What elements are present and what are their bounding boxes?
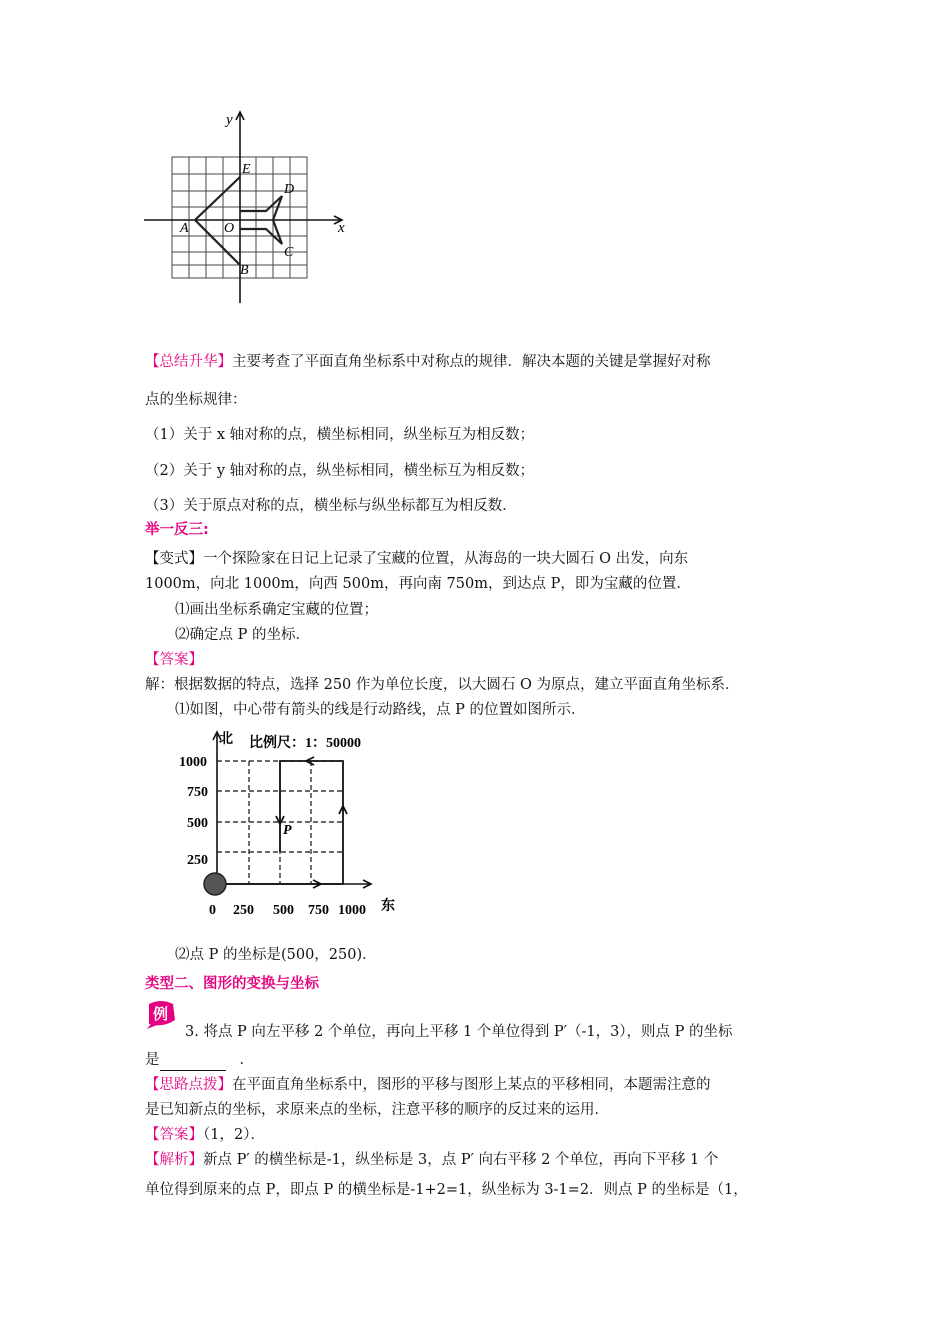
answer-line-3	[145, 1125, 265, 1145]
y-tick-750: 750	[187, 785, 208, 800]
example-badge-text: 例	[153, 1007, 169, 1023]
solution-text: 解：根据数据的特点，选择 250 作为单位长度，以大圆石 O 为原点，建立平面直角坐标系．	[145, 677, 740, 693]
variant-line-1	[145, 549, 688, 569]
summary-rule-2: （2）关于 y 轴对称的点，纵坐标相同，横坐标互为相反数；	[145, 463, 535, 479]
coordinate-figure	[140, 108, 360, 306]
answer-text-3: （1，2）．	[203, 1127, 265, 1143]
y-tick-1000: 1000	[179, 755, 207, 770]
point-p-label: P	[283, 823, 292, 838]
summary-text-2: 点的坐标规律：	[145, 392, 247, 408]
variant-text-1: 一个探险家在日记上记录了宝藏的位置，从海岛的一块大圆石 O 出发，向东	[203, 551, 689, 567]
y-axis-label: y	[226, 112, 233, 128]
summary-tag: 【总结升华】	[145, 354, 232, 370]
north-label: 北	[219, 732, 233, 747]
point-label-a: A	[180, 221, 189, 236]
variant-tag: 【变式】	[145, 551, 203, 567]
hint-line-1	[145, 1075, 711, 1095]
summary-rule-3: （3）关于原点对称的点，横坐标与纵坐标都互为相反数．	[145, 498, 517, 514]
x-tick-500: 500	[273, 903, 294, 918]
variant-text-2: 1000m，向北 1000m，向西 500m，再向南 750m，到达点 P，即为宝藏的位置．	[145, 576, 691, 592]
question-1: ⑴画出坐标系确定宝藏的位置；	[175, 602, 378, 618]
east-label: 东	[381, 899, 395, 914]
solution-part-2: ⑵点 P 的坐标是(500，250)．	[175, 947, 377, 963]
scale-label: 比例尺：1：50000	[249, 736, 361, 751]
x-tick-1000: 1000	[338, 903, 366, 918]
type2-heading: 类型二、图形的变换与坐标	[145, 976, 319, 992]
summary-line-1	[145, 352, 711, 372]
answer-tag-3: 【答案】	[145, 1127, 203, 1143]
point-label-e: E	[242, 162, 251, 177]
example-badge-icon	[145, 998, 177, 1030]
y-tick-500: 500	[187, 816, 208, 831]
question-2: ⑵确定点 P 的坐标．	[175, 627, 310, 643]
analysis-line-1	[145, 1150, 718, 1170]
practice-heading: 举一反三:	[145, 522, 209, 538]
summary-text-1: 主要考查了平面直角坐标系中对称点的规律．解决本题的关键是掌握好对称	[232, 354, 711, 370]
question-3-text-2-end: ．	[239, 1052, 254, 1068]
point-label-b: B	[240, 263, 249, 278]
point-label-d: D	[284, 182, 295, 197]
analysis-text-2: 单位得到原来的点 P，即点 P 的横坐标是-1+2=1，纵坐标为 3-1=2．则点 P 的坐标是（1，	[145, 1182, 748, 1198]
question-3-line-1: 3. 将点 P 向左平移 2 个单位，再向上平移 1 个单位得到 P′（-1，3），则点 P 的坐标	[185, 1024, 733, 1040]
question-3-line-2	[145, 1050, 254, 1071]
analysis-tag: 【解析】	[145, 1152, 203, 1168]
y-tick-250: 250	[187, 853, 208, 868]
hint-tag: 【思路点拨】	[145, 1077, 232, 1093]
x-tick-0: 0	[209, 903, 216, 918]
answer-blank	[160, 1050, 226, 1071]
summary-rule-1: （1）关于 x 轴对称的点，横坐标相同，纵坐标互为相反数；	[145, 427, 535, 443]
hint-text-2: 是已知新点的坐标，求原来点的坐标，注意平移的顺序的反过来的运用．	[145, 1102, 609, 1118]
point-label-o: O	[224, 221, 235, 236]
solution-part-1: ⑴如图，中心带有箭头的线是行动路线，点 P 的位置如图所示．	[175, 702, 586, 718]
x-axis-label: x	[338, 220, 345, 236]
answer-tag: 【答案】	[145, 652, 203, 668]
x-tick-250: 250	[233, 903, 254, 918]
x-tick-750: 750	[308, 903, 329, 918]
hint-text-1: 在平面直角坐标系中，图形的平移与图形上某点的平移相同，本题需注意的	[232, 1077, 711, 1093]
question-3-text-2: 是	[145, 1052, 160, 1068]
treasure-map-figure	[175, 728, 405, 923]
analysis-text-1: 新点 P′ 的横坐标是-1，纵坐标是 3，点 P′ 向右平移 2 个单位，再向下平移 1 个	[203, 1152, 719, 1168]
point-label-c: C	[284, 245, 294, 260]
